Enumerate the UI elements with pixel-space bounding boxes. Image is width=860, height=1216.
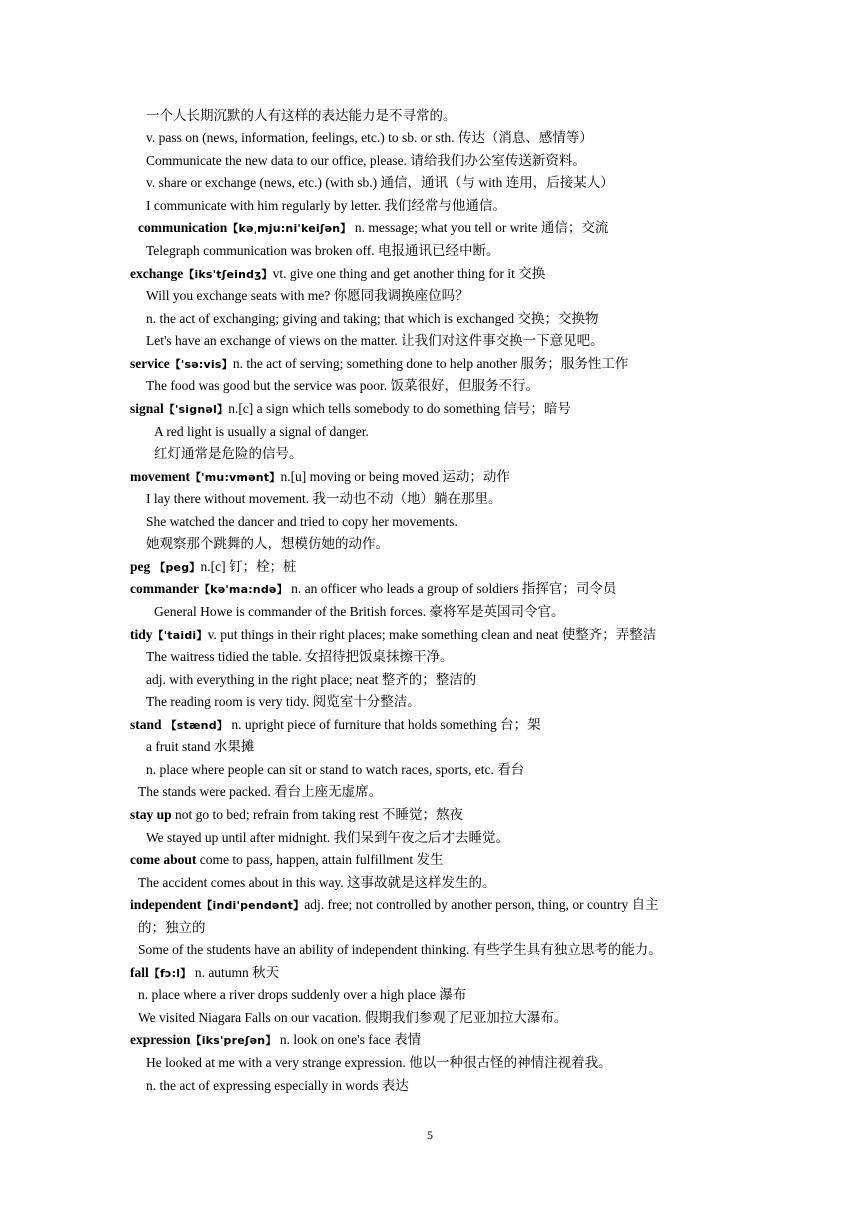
entry-line: fall【fɔ:l】 n. autumn 秋天: [130, 965, 280, 980]
text-line: I lay there without movement. 我一动也不动（地）躺在那里。: [146, 491, 502, 506]
phonetic: 【iks'tʃeindʒ】: [183, 268, 273, 281]
entry-line: stand 【stænd】 n. upright piece of furniture that holds something 台；架: [130, 717, 541, 732]
headword: peg: [130, 559, 151, 574]
text-line: The accident comes about in this way. 这事故就是这样发生的。: [138, 875, 496, 890]
text-line: n. the act of expressing especially in words 表达: [146, 1078, 409, 1093]
phonetic: 【iks'preʃən】: [190, 1034, 277, 1047]
entry-line: expression【iks'preʃən】 n. look on one's face 表情: [130, 1032, 422, 1047]
text-line: General Howe is commander of the British forces. 豪将军是英国司令官。: [154, 604, 565, 619]
text-line: v. share or exchange (news, etc.) (with sb.) 通信，通讯（与 with 连用，后接某人）: [146, 175, 614, 190]
entry-line: service【'sə:vis】n. the act of serving; something done to help another 服务；服务性工作: [130, 356, 629, 371]
text-line: The food was good but the service was poor. 饭菜很好，但服务不行。: [146, 378, 539, 393]
headword: commander: [130, 581, 199, 596]
text-line: Telegraph communication was broken off. 电报通讯已经中断。: [146, 243, 500, 258]
text-line: The stands were packed. 看台上座无虚席。: [138, 784, 383, 799]
phonetic: 【'mu:vmənt】: [189, 471, 281, 484]
headword: exchange: [130, 266, 184, 281]
text-line: n. place where a river drops suddenly over a high place 瀑布: [138, 987, 467, 1002]
text-line: We stayed up until after midnight. 我们呆到午夜之后才去睡觉。: [146, 830, 509, 845]
headword: come about: [130, 852, 197, 867]
text-line: 一个人长期沉默的人有这样的表达能力是不寻常的。: [146, 108, 457, 123]
phonetic: 【indi'pendənt】: [201, 899, 305, 912]
phonetic: 【fɔ:l】: [148, 967, 192, 980]
text-line: 红灯通常是危险的信号。: [154, 446, 303, 461]
phonetic: 【peg】: [150, 561, 201, 574]
entry-line: signal【'signəl】n.[c] a sign which tells somebody to do something 信号；暗号: [130, 401, 571, 416]
entry-line: communication【kə͵mju:ni'keiʃən】 n. message; what you tell or write 通信；交流: [138, 220, 609, 235]
entry-line: peg 【peg】n.[c] 钉；栓；桩: [130, 559, 297, 574]
entry-line: tidy【'taidi】v. put things in their right places; make something clean and neat 使整齐；弄整洁: [130, 627, 657, 642]
text-line: n. place where people can sit or stand to watch races, sports, etc. 看台: [146, 762, 525, 777]
text-line: adj. with everything in the right place; neat 整齐的；整洁的: [146, 672, 477, 687]
headword: signal: [130, 401, 164, 416]
phonetic: 【'taidi】: [152, 629, 208, 642]
text-line: Will you exchange seats with me? 你愿同我调换座位吗？: [146, 288, 469, 303]
headword: communication: [138, 220, 228, 235]
text-line: A red light is usually a signal of danger.: [154, 424, 369, 439]
entry-line: exchange【iks'tʃeindʒ】vt. give one thing and get another thing for it 交换: [130, 266, 546, 281]
phonetic: 【stænd】: [161, 719, 228, 732]
text-line: n. the act of exchanging; giving and taking; that which is exchanged 交换；交换物: [146, 311, 599, 326]
text-line: Some of the students have an ability of independent thinking. 有些学生具有独立思考的能力。: [138, 942, 662, 957]
text-line: Communicate the new data to our office, please. 请给我们办公室传送新资料。: [146, 153, 586, 168]
text-line: 的；独立的: [138, 920, 206, 935]
page-number: 5: [427, 1128, 433, 1142]
text-line: a fruit stand 水果摊: [146, 739, 255, 754]
text-line: Let's have an exchange of views on the matter. 让我们对这件事交换一下意见吧。: [146, 333, 604, 348]
phonetic: 【'signəl】: [163, 403, 229, 416]
phonetic: 【kə͵mju:ni'keiʃən】: [227, 222, 352, 235]
headword: tidy: [130, 627, 153, 642]
text-line: The waitress tidied the table. 女招待把饭桌抹擦干净。: [146, 649, 454, 664]
entry-line: commander【kə'ma:ndə】 n. an officer who leads a group of soldiers 指挥官；司令员: [130, 581, 617, 596]
text-line: 她观察那个跳舞的人，想模仿她的动作。: [146, 536, 389, 551]
text-line: We visited Niagara Falls on our vacation. 假期我们参观了尼亚加拉大瀑布。: [138, 1010, 568, 1025]
text-line: She watched the dancer and tried to copy her movements.: [146, 514, 458, 529]
entry-line: stay up not go to bed; refrain from taking rest 不睡觉；熬夜: [130, 807, 463, 822]
text-line: v. pass on (news, information, feelings, etc.) to sb. or sth. 传达（消息、感情等）: [146, 130, 593, 145]
entry-line: movement【'mu:vmənt】n.[u] moving or being moved 运动；动作: [130, 469, 510, 484]
text-line: I communicate with him regularly by letter. 我们经常与他通信。: [146, 198, 506, 213]
entry-line: come about come to pass, happen, attain fulfillment 发生: [130, 852, 444, 867]
entry-line: independent【indi'pendənt】adj. free; not controlled by another person, thing, or country 自主: [130, 897, 659, 912]
headword: independent: [130, 897, 202, 912]
headword: stand: [130, 717, 162, 732]
phonetic: 【kə'ma:ndə】: [198, 583, 288, 596]
phonetic: 【'sə:vis】: [169, 358, 233, 371]
headword: stay up: [130, 807, 172, 822]
text-line: He looked at me with a very strange expression. 他以一种很古怪的神情注视着我。: [146, 1055, 612, 1070]
headword: service: [130, 356, 170, 371]
headword: expression: [130, 1032, 191, 1047]
headword: fall: [130, 965, 149, 980]
text-line: The reading room is very tidy. 阅览室十分整洁。: [146, 694, 421, 709]
headword: movement: [130, 469, 190, 484]
